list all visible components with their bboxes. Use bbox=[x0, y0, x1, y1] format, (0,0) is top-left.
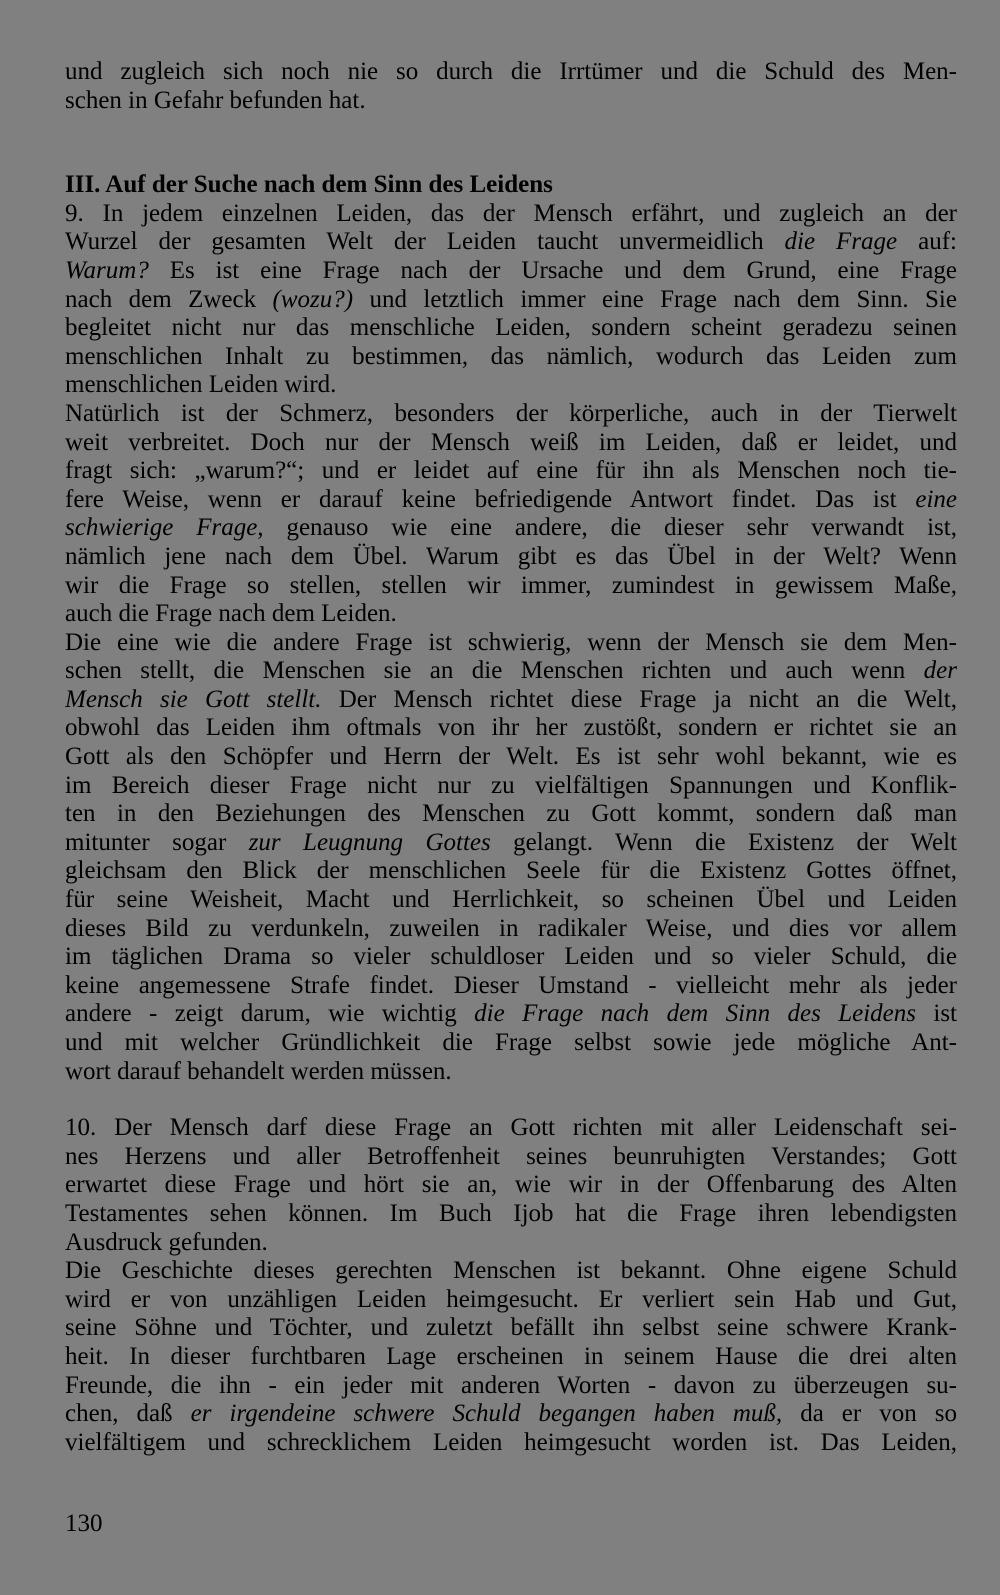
section-heading: III. Auf der Suche nach dem Sinn des Leidens bbox=[65, 171, 553, 199]
emphasis: Warum? bbox=[65, 256, 149, 284]
text-line: und mit welcher Gründlichkeit die Frage selbst sowie jede mögliche Ant- bbox=[65, 1029, 957, 1056]
text-line: fragt sich: „warum?“; und er leidet auf eine für ihn als Menschen noch tie- bbox=[65, 457, 957, 485]
text-line: im täglichen Drama so vieler schuldloser Leiden und so vieler Schuld, die bbox=[65, 943, 957, 971]
text-line: vielfältigem und schrecklichem Leiden heimgesucht worden ist. Das Leiden, bbox=[65, 1428, 957, 1456]
emphasis: schwierige Frage, bbox=[65, 514, 264, 542]
text-line: chen, daß er irgendeine schwere Schuld begangen haben muß, da er von so bbox=[65, 1400, 957, 1428]
text-line: wir die Frage so stellen, stellen wir immer, zumindest in gewissem Maße, bbox=[65, 571, 957, 599]
text-line: Die eine wie die andere Frage ist schwierig, wenn der Mensch sie dem Men- bbox=[65, 628, 957, 656]
text-line: wort darauf behandelt werden müssen. bbox=[65, 1057, 452, 1085]
text-line: nämlich jene nach dem Übel. Warum gibt es das Übel in der Welt? Wenn bbox=[65, 542, 957, 570]
emphasis: zur Leugnung Gottes bbox=[248, 828, 491, 856]
text-line: nes Herzens und aller Betroffenheit seines beunruhigten Verstandes; Gott bbox=[65, 1142, 957, 1170]
text-line: für seine Weisheit, Macht und Herrlichkeit, so scheinen Übel und Leiden bbox=[65, 886, 957, 914]
text-line: Gott als den Schöpfer und Herrn der Welt. Es ist sehr wohl bekannt, wie es bbox=[65, 743, 957, 771]
text-line: gleichsam den Blick der menschlichen Seele für die Existenz Gottes öffnet, bbox=[65, 857, 957, 885]
paragraph-gap bbox=[65, 1086, 957, 1114]
text-line: schen stellt, die Menschen sie an die Menschen richten und auch wenn der bbox=[65, 657, 957, 685]
text-line: Die Geschichte dieses gerechten Menschen ist bekannt. Ohne eigene Schuld bbox=[65, 1257, 957, 1285]
text-line: begleitet nicht nur das menschliche Leiden, sondern scheint geradezu seinen bbox=[65, 314, 957, 342]
text-line: fere Weise, wenn er darauf keine befriedigende Antwort findet. Das ist eine bbox=[65, 485, 957, 513]
text-line: Freunde, die ihn - ein jeder mit anderen Worten - davon zu überzeugen su- bbox=[65, 1371, 957, 1399]
text-line: ten in den Beziehungen des Menschen zu Gott kommt, sondern daß man bbox=[65, 800, 957, 828]
emphasis: eine bbox=[915, 485, 957, 513]
text-line: keine angemessene Strafe findet. Dieser Umstand - vielleicht mehr als jeder bbox=[65, 971, 957, 999]
text-line: nach dem Zweck (wozu?) und letztlich immer eine Frage nach dem Sinn. Sie bbox=[65, 285, 957, 313]
emphasis: die Frage bbox=[784, 228, 898, 256]
text-line: schen in Gefahr befunden hat. bbox=[65, 86, 366, 114]
paragraph-9-third bbox=[65, 629, 957, 1087]
paragraph-10-continued bbox=[65, 1257, 957, 1457]
text-line: Natürlich ist der Schmerz, besonders der körperliche, auch in der Tierwelt bbox=[65, 399, 957, 427]
text-line: auch die Frage nach dem Leiden. bbox=[65, 600, 397, 628]
page-body bbox=[65, 58, 957, 1457]
text-line: Warum? Es ist eine Frage nach der Ursache und dem Grund, eine Frage bbox=[65, 256, 957, 284]
text-line: erwartet diese Frage und hört sie an, wie wir in der Offenbarung des Alten bbox=[65, 1171, 957, 1199]
emphasis: (wozu?) bbox=[272, 285, 354, 313]
text-line: Ausdruck gefunden. bbox=[65, 1228, 268, 1256]
text-line: weit verbreitet. Doch nur der Mensch weiß im Leiden, daß er leidet, und bbox=[65, 428, 957, 456]
text-line: Mensch sie Gott stellt. Der Mensch richtet diese Frage ja nicht an die Welt, bbox=[65, 685, 957, 713]
text-line: schwierige Frage, genauso wie eine andere, die dieser sehr verwandt ist, bbox=[65, 514, 957, 542]
text-line: Testamentes sehen können. Im Buch Ijob hat die Frage ihren lebendigsten bbox=[65, 1199, 957, 1227]
text-line: andere - zeigt darum, wie wichtig die Frage nach dem Sinn des Leidens ist bbox=[65, 1000, 957, 1028]
text-line: heit. In dieser furchtbaren Lage erscheinen in seinem Hause die drei alten bbox=[65, 1342, 957, 1370]
text-line: seine Söhne und Töchter, und zuletzt befällt ihn selbst seine schwere Krank- bbox=[65, 1314, 957, 1342]
text-line: menschlichen Inhalt zu bestimmen, das nämlich, wodurch das Leiden zum bbox=[65, 342, 957, 370]
intro-paragraph bbox=[65, 58, 957, 115]
emphasis: Mensch sie Gott stellt. bbox=[65, 685, 322, 713]
page-number: 130 bbox=[65, 1510, 103, 1537]
text-line: im Bereich dieser Frage nicht nur zu vielfältigen Spannungen und Konflik- bbox=[65, 771, 957, 799]
text-line: und zugleich sich noch nie so durch die Irrtümer und die Schuld des Men- bbox=[65, 58, 957, 85]
paragraph-9 bbox=[65, 200, 957, 400]
text-line: 9. In jedem einzelnen Leiden, das der Mensch erfährt, und zugleich an der bbox=[65, 199, 957, 227]
text-line: 10. Der Mensch darf diese Frage an Gott richten mit aller Leidenschaft sei- bbox=[65, 1114, 957, 1142]
text-line: Wurzel der gesamten Welt der Leiden taucht unvermeidlich die Frage auf: bbox=[65, 228, 957, 256]
text-line: dieses Bild zu verdunkeln, zuweilen in radikaler Weise, und dies vor allem bbox=[65, 914, 957, 942]
text-line: obwohl das Leiden ihm oftmals von ihr her zustößt, sondern er richtet sie an bbox=[65, 714, 957, 742]
text-line: mitunter sogar zur Leugnung Gottes gelangt. Wenn die Existenz der Welt bbox=[65, 828, 957, 856]
emphasis: er irgendeine schwere Schuld begangen haben muß, bbox=[190, 1400, 783, 1428]
emphasis: die Frage nach dem Sinn des Leidens bbox=[474, 1000, 916, 1028]
text-line: wird er von unzähligen Leiden heimgesucht. Er verliert sein Hab und Gut, bbox=[65, 1285, 957, 1313]
paragraph-10 bbox=[65, 1114, 957, 1257]
paragraph-9-continued bbox=[65, 400, 957, 629]
text-line: menschlichen Leiden wird. bbox=[65, 371, 337, 399]
emphasis: der bbox=[923, 657, 957, 685]
